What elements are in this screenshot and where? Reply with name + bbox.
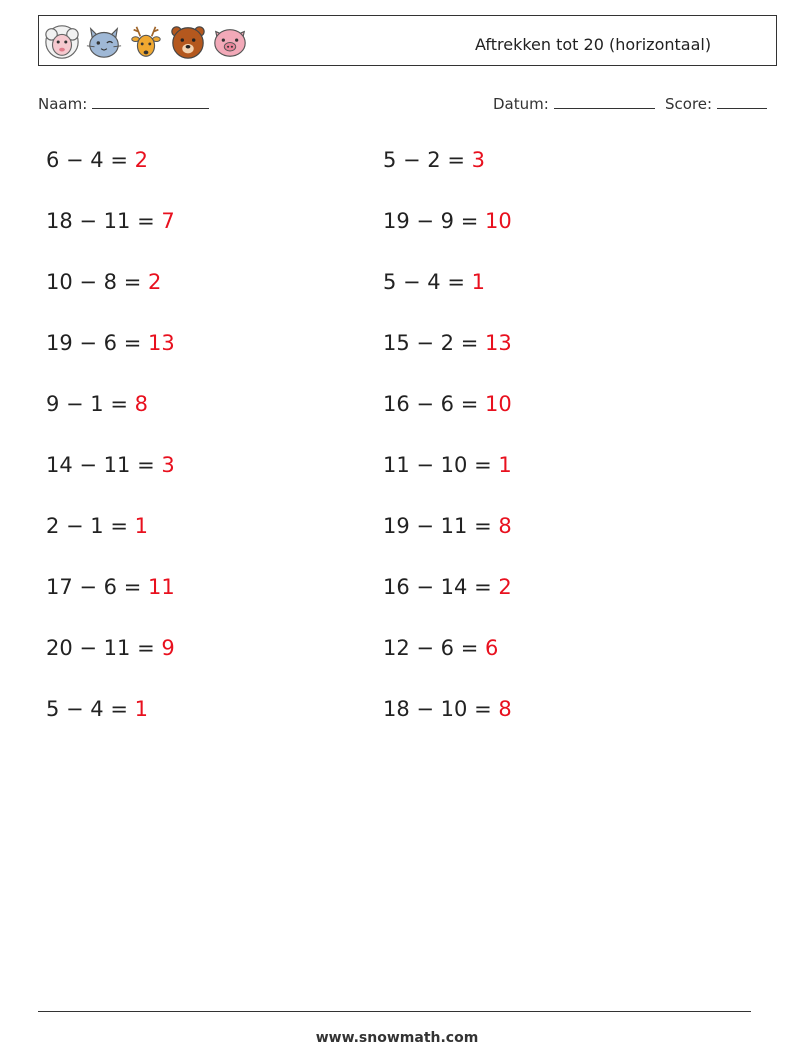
problem-question: 19 − 9 =: [383, 209, 479, 233]
problem-item: [46, 453, 175, 477]
animal-icons: [43, 22, 249, 62]
problem-answer: 13: [485, 331, 512, 355]
problem-answer: 8: [498, 697, 512, 721]
problem-answer: 2: [148, 270, 162, 294]
problem-item: [46, 209, 175, 233]
problem-item: [383, 148, 485, 172]
pig-icon: [211, 22, 249, 62]
problem-item: [46, 331, 175, 355]
problem-answer: 2: [498, 575, 512, 599]
bear-icon: [169, 22, 207, 62]
problem-question: 19 − 6 =: [46, 331, 142, 355]
problem-question: 19 − 11 =: [383, 514, 492, 538]
problem-answer: 9: [161, 636, 175, 660]
problem-answer: 10: [485, 209, 512, 233]
score-field: [665, 94, 767, 113]
score-line[interactable]: [717, 94, 767, 109]
problem-question: 2 − 1 =: [46, 514, 128, 538]
problem-item: [46, 575, 175, 599]
problem-item: [383, 270, 485, 294]
problem-answer: 11: [148, 575, 175, 599]
header-box: [38, 15, 777, 66]
problem-item: [46, 697, 148, 721]
problem-question: 9 − 1 =: [46, 392, 128, 416]
problem-answer: 8: [498, 514, 512, 538]
problem-answer: 1: [471, 270, 486, 294]
deer-icon: [127, 22, 165, 62]
name-field: [38, 94, 209, 113]
worksheet-title: Aftrekken tot 20 (horizontaal): [475, 35, 712, 54]
cat-icon: [85, 22, 123, 62]
problem-item: [383, 331, 512, 355]
problem-answer: 7: [161, 209, 175, 233]
problem-answer: 8: [134, 392, 149, 416]
date-label: Datum:: [493, 95, 549, 113]
name-line[interactable]: [92, 94, 209, 109]
problem-question: 20 − 11 =: [46, 636, 155, 660]
problem-item: [383, 636, 498, 660]
problem-item: [46, 636, 175, 660]
problem-item: [383, 392, 512, 416]
problem-item: [46, 392, 148, 416]
problem-question: 5 − 4 =: [46, 697, 128, 721]
problem-answer: 13: [148, 331, 175, 355]
problem-question: 17 − 6 =: [46, 575, 142, 599]
problem-question: 10 − 8 =: [46, 270, 142, 294]
problem-question: 18 − 11 =: [46, 209, 155, 233]
problem-answer: 3: [161, 453, 175, 477]
problem-question: 5 − 2 =: [383, 148, 465, 172]
problem-item: [383, 209, 512, 233]
problem-answer: 2: [134, 148, 149, 172]
problem-item: [383, 575, 512, 599]
problem-item: [46, 148, 148, 172]
problem-item: [46, 514, 148, 538]
problem-question: 5 − 4 =: [383, 270, 465, 294]
problem-answer: 10: [485, 392, 512, 416]
score-label: Score:: [665, 95, 713, 113]
footer-url: www.snowmath.com: [315, 1030, 479, 1046]
problem-question: 14 − 11 =: [46, 453, 155, 477]
problem-question: 18 − 10 =: [383, 697, 492, 721]
problem-item: [383, 453, 512, 477]
problem-answer: 1: [134, 514, 149, 538]
problem-question: 16 − 6 =: [383, 392, 479, 416]
problem-question: 6 − 4 =: [46, 148, 128, 172]
problem-item: [383, 514, 512, 538]
date-field: [493, 94, 655, 113]
sheep-icon: [43, 22, 81, 62]
problem-question: 16 − 14 =: [383, 575, 492, 599]
footer-rule: [38, 1011, 751, 1012]
problem-answer: 1: [498, 453, 512, 477]
problem-question: 15 − 2 =: [383, 331, 479, 355]
problem-item: [46, 270, 161, 294]
problem-answer: 1: [134, 697, 149, 721]
name-label: Naam:: [38, 95, 88, 113]
problem-answer: 3: [471, 148, 486, 172]
problem-question: 11 − 10 =: [383, 453, 492, 477]
problem-answer: 6: [485, 636, 499, 660]
problem-question: 12 − 6 =: [383, 636, 479, 660]
problem-item: [383, 697, 512, 721]
date-line[interactable]: [554, 94, 655, 109]
